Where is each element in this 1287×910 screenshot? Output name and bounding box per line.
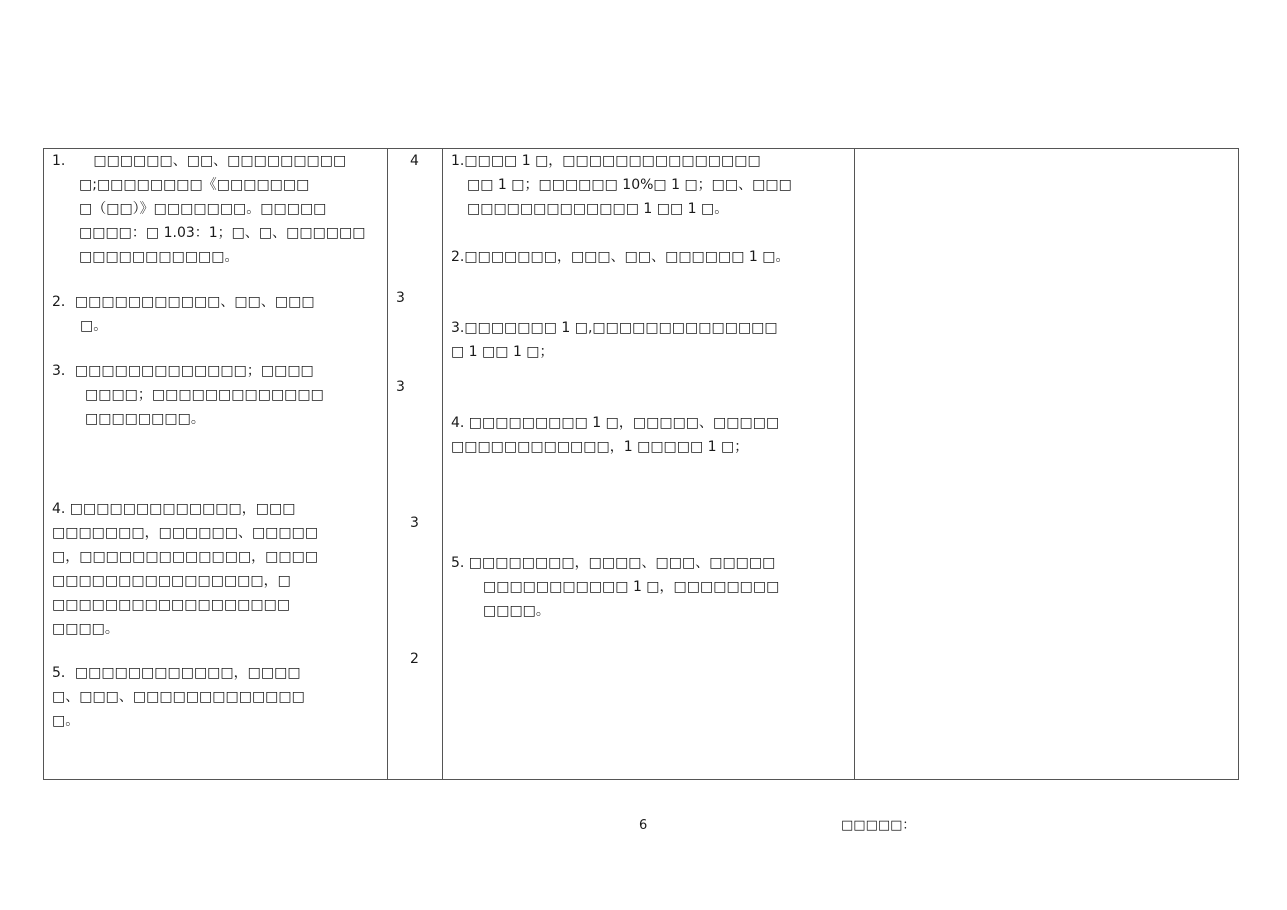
score-4: 3	[410, 515, 419, 531]
requirement-line: □□□□。	[52, 621, 119, 637]
requirement-line: □（□□）》□□□□□□□。□□□□□	[79, 201, 327, 217]
requirement-line: □□□□；□□□□□□□□□□□□□	[85, 387, 324, 403]
requirement-line: □□□□□□□□□□□。	[79, 249, 239, 265]
requirement-line: 4. □□□□□□□□□□□□□，□□□	[52, 501, 296, 517]
requirement-line: □，□□□□□□□□□□□□□，□□□□	[52, 549, 319, 565]
criterion-line: □□□□□□□□□□□□，1 □□□□□ 1 □；	[451, 439, 749, 455]
criterion-line: 3.□□□□□□□ 1 □,□□□□□□□□□□□□□□	[451, 320, 778, 336]
inspector-signature-label: □□□□□：	[841, 818, 916, 833]
criterion-line: 2.□□□□□□□，□□□、□□、□□□□□□ 1 □。	[451, 249, 790, 265]
column-divider	[854, 149, 855, 779]
requirement-line: □□□□□□□□□□□□□□□□□□	[52, 597, 291, 613]
criterion-line: □ 1 □□ 1 □；	[451, 344, 554, 360]
criterion-2	[451, 245, 790, 269]
column-divider	[387, 149, 388, 779]
criterion-line: □□□□□□□□□□□ 1 □，□□□□□□□□	[483, 579, 780, 595]
requirement-3	[52, 359, 324, 431]
requirement-4	[52, 497, 318, 641]
requirement-1	[52, 149, 366, 269]
criterion-line: □□ 1 □；□□□□□□ 10%□ 1 □；□□、□□□	[467, 177, 792, 193]
criterion-3	[451, 316, 778, 364]
requirement-line: 1. □□□□□□、□□、□□□□□□□□□	[52, 153, 347, 169]
requirement-line: □□□□□□□，□□□□□□、□□□□□	[52, 525, 319, 541]
score-3: 3	[396, 379, 405, 395]
requirement-line: □□□□□□□□。	[85, 411, 205, 427]
criterion-line: 4. □□□□□□□□□ 1 □，□□□□□、□□□□□	[451, 415, 780, 431]
requirement-line: 5．□□□□□□□□□□□□，□□□□	[52, 665, 301, 681]
requirement-5	[52, 661, 305, 733]
criterion-line: □□□□。	[483, 603, 550, 619]
criterion-line: 5. □□□□□□□□，□□□□、□□□、□□□□□	[451, 555, 776, 571]
requirement-line: □。	[80, 318, 108, 334]
score-1: 4	[410, 153, 419, 169]
requirement-line: □;□□□□□□□□《□□□□□□□	[79, 177, 310, 193]
requirement-2	[52, 290, 315, 338]
criterion-line: 1.□□□□ 1 □，□□□□□□□□□□□□□□□	[451, 153, 761, 169]
score-2: 3	[396, 290, 405, 306]
criterion-5	[451, 551, 779, 623]
criterion-4	[451, 411, 779, 459]
criterion-1	[451, 149, 792, 221]
requirement-line: □。	[52, 713, 80, 729]
page-number: 6	[639, 818, 648, 833]
requirement-line: □□□□：□ 1.03：1；□、□、□□□□□□	[79, 225, 366, 241]
requirement-line: □、□□□、□□□□□□□□□□□□□	[52, 689, 305, 705]
criterion-line: □□□□□□□□□□□□□ 1 □□ 1 □。	[467, 201, 729, 217]
score-5: 2	[410, 651, 419, 667]
column-divider	[442, 149, 443, 779]
requirement-line: 2．□□□□□□□□□□□、□□、□□□	[52, 294, 315, 310]
requirement-line: □□□□□□□□□□□□□□□□，□	[52, 573, 291, 589]
requirement-line: 3．□□□□□□□□□□□□□；□□□□	[52, 363, 314, 379]
